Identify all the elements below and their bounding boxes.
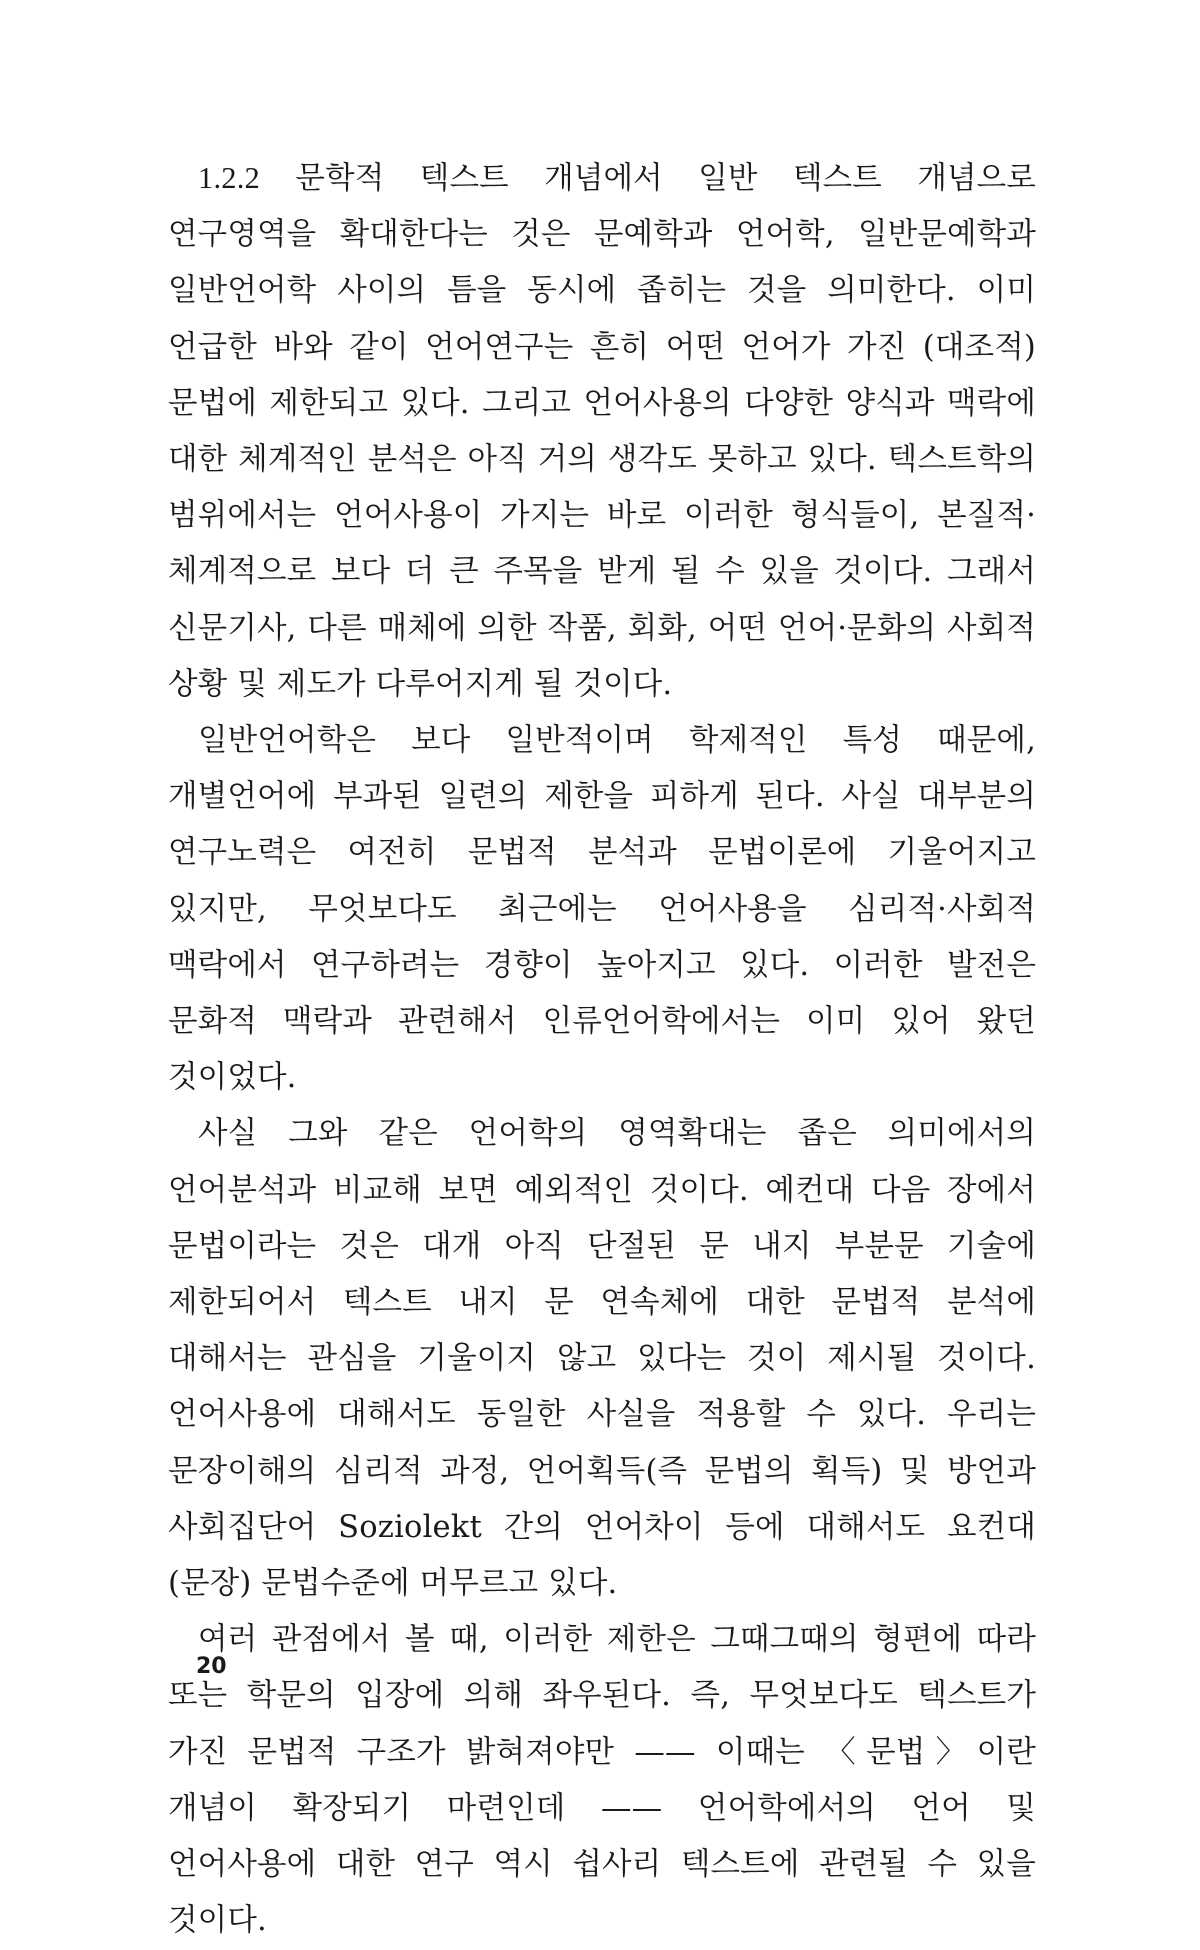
paragraph-3: [168, 1106, 1036, 1612]
paragraph-text: 일반언어학은 보다 일반적이며 학제적인 특성 때문에, 개별언어에 부과된 일련의 제한을 피하게 된다. 사실 대부분의 연구노력은 여전히 문법적 분석과 문법이론에 기울어지고 있지만, 무엇보다도 최근에는 언어사용을 심리적·사회적 맥락에서 연구하려는 경향이 높아지고 있다. 이러한 발전은 문화적 맥락과 관련해서 인류언어학에서는 이미 있어 왔던 것이었다.: [168, 723, 1036, 1096]
paragraph-text: 여러 관점에서 볼 때, 이러한 제한은 그때그때의 형편에 따라 또는 학문의 입장에 의해 좌우된다. 즉, 무엇보다도 텍스트가 가진 문법적 구조가 밝혀져야만 —— 이때는 〈문법〉이란 개념이 확장되기 마련인데 —— 언어학에서의 언어 및 언어사용에 대한 연구 역시 쉽사리 텍스트에 관련될 수 있을 것이다.: [168, 1622, 1036, 1939]
paragraph-text: 사실 그와 같은 언어학의 영역확대는 좁은 의미에서의 언어분석과 비교해 보면 예외적인 것이다. 예컨대 다음 장에서 문법이라는 것은 대개 아직 단절된 문 내지 부분문 기술에 제한되어서 텍스트 내지 문 연속체에 대한 문법적 분석에 대해서는 관심을 기울이지 않고 있다는 것이 제시될 것이다. 언어사용에 대해서도 동일한 사실을 적용할 수 있다. 우리는 문장이해의 심리적 과정, 언어획득(즉 문법의 획득) 및 방언과 사회집단어 Soziolekt 간의 언어차이 등에 대해서도 요컨대 (문장) 문법수준에 머무르고 있다.: [168, 1116, 1036, 1602]
paragraph-4: [168, 1612, 1036, 1949]
paragraph-1: [168, 150, 1036, 713]
paragraph-text: 문학적 텍스트 개념에서 일반 텍스트 개념으로 연구영역을 확대한다는 것은 문예학과 언어학, 일반문예학과 일반언어학 사이의 틈을 동시에 좁히는 것을 의미한다. 이미 언급한 바와 같이 언어연구는 흔히 어떤 언어가 가진 (대조적) 문법에 제한되고 있다. 그리고 언어사용의 다양한 양식과 맥락에 대한 체계적인 분석은 아직 거의 생각도 못하고 있다. 텍스트학의 범위에서는 언어사용이 가지는 바로 이러한 형식들이, 본질적·체계적으로 보다 더 큰 주목을 받게 될 수 있을 것이다. 그래서 신문기사, 다른 매체에 의한 작품, 회화, 어떤 언어·문화의 사회적 상황 및 제도가 다루어지게 될 것이다.: [168, 161, 1036, 702]
page-number: 20: [196, 1654, 227, 1679]
section-number: 1.2.2: [198, 161, 260, 195]
paragraph-2: [168, 713, 1036, 1106]
page-body: [168, 150, 1036, 1939]
